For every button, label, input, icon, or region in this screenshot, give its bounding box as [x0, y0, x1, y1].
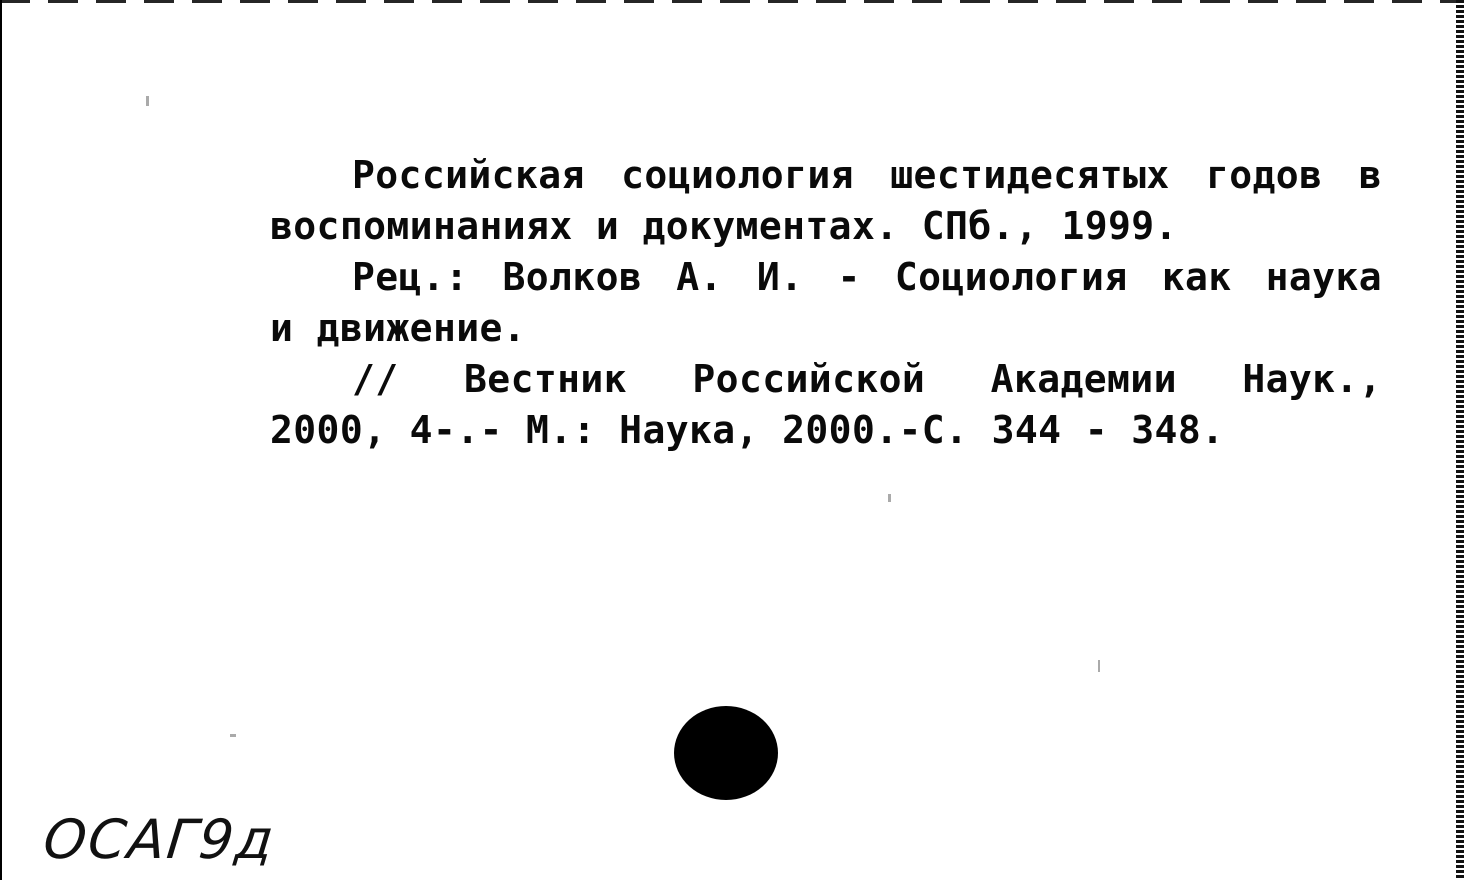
entry-line-1: Российская социология шестидесятых годов в: [352, 153, 1382, 197]
handwritten-catalog-code: ОСАГ9д: [40, 808, 279, 871]
card-top-edge: [0, 0, 1464, 3]
review-line-1: Рец.: Волков А. И. - Социология как наука: [352, 255, 1382, 299]
card-left-edge: [0, 0, 2, 880]
scan-speck: [1098, 660, 1100, 672]
bibliographic-entry: [270, 150, 1382, 456]
source-line-2: 2000, 4-.- М.: Наука, 2000.-С. 344 - 348.: [270, 408, 1225, 452]
scan-speck: [888, 494, 891, 502]
card-right-edge: [1456, 0, 1464, 880]
punch-hole: [674, 706, 778, 800]
entry-line-2: воспоминаниях и документах. СПб., 1999.: [270, 204, 1178, 248]
scan-speck: [146, 96, 149, 106]
source-line-1: // Вестник Российской Академии Наук.,: [352, 357, 1382, 401]
review-line-2: и движение.: [270, 306, 527, 350]
scan-speck: [230, 734, 236, 737]
